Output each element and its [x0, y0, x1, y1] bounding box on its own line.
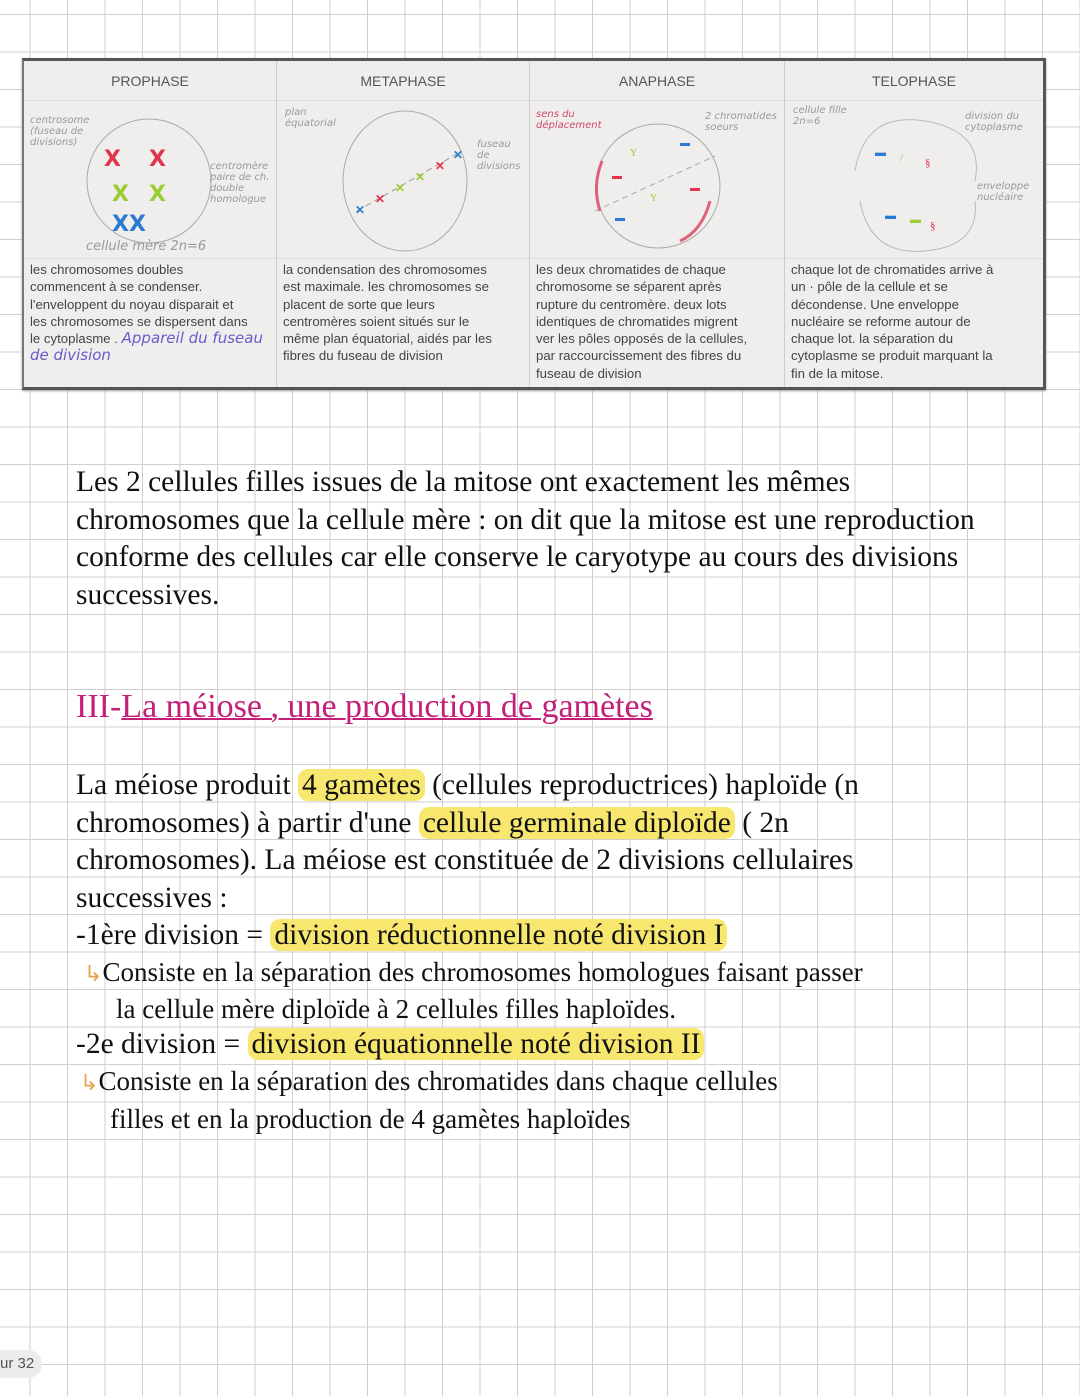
- metaphase-text: [277, 259, 530, 387]
- svg-text:✕: ✕: [435, 159, 446, 173]
- label-fuseau: fuseau de divisions: [477, 139, 521, 172]
- svg-text:X: X: [104, 147, 121, 172]
- prophase-text: [24, 259, 277, 387]
- text-line: par raccourcissement des fibres du: [536, 348, 742, 364]
- text: ( 2n: [734, 806, 789, 839]
- prophase-drawing: [24, 101, 277, 259]
- svg-text:X: X: [112, 182, 129, 207]
- telophase-text: [785, 259, 1043, 387]
- text-line: les chromosomes se dispersent dans: [30, 313, 248, 329]
- svg-text:▬: ▬: [875, 147, 886, 159]
- text-line: la condensation des chromosomes: [283, 262, 487, 277]
- text-line: chaque lot de chromatides arrive à: [791, 262, 994, 277]
- svg-text:▬: ▬: [690, 183, 700, 194]
- label-division-cytoplasme: division du cytoplasme: [965, 111, 1023, 133]
- text-line: les deux chromatides de chaque: [536, 262, 726, 277]
- text-line: est maximale. les chromosomes se: [283, 279, 489, 295]
- text: (cellules reproductrices) haploïde (n: [424, 769, 859, 801]
- text: La méiose produit: [76, 769, 299, 801]
- text-line: identiques de chromatides migrent: [536, 313, 738, 329]
- label-chromatides-soeurs: 2 chromatides soeurs: [705, 111, 777, 133]
- anaphase-text: [530, 259, 785, 387]
- text-line: un · pôle de la cellule et se: [791, 279, 948, 295]
- text-line: décondense. Une enveloppe: [791, 296, 959, 312]
- heading-number: III-: [76, 688, 122, 725]
- handwritten-note: Appareil du fuseau de division: [30, 329, 263, 365]
- text-line: cytoplasme se produit marquant la: [791, 348, 993, 364]
- text: -1ère division =: [76, 919, 271, 951]
- text: -2e division =: [76, 1027, 248, 1060]
- text-line: fibres du fuseau de division: [283, 348, 443, 364]
- svg-text:X: X: [149, 147, 166, 172]
- text-line: chromosome se séparent après: [536, 279, 722, 295]
- svg-text:✕: ✕: [375, 192, 386, 206]
- text: chromosomes). La méiose est constituée de 2 divisions cellulaires: [76, 844, 854, 876]
- text-line: fuseau de division: [536, 365, 642, 381]
- text-line: centromères soient situés sur le: [283, 313, 470, 329]
- text-line: placent de sorte que leurs: [283, 296, 435, 312]
- mitosis-table-photo: [22, 58, 1046, 390]
- mitosis-conclusion: Les 2 cellules filles issues de la mitose ont exactement les mêmes chromosomes que la cellule mère : on dit que la mitose est une reproduction conforme des cellules car elle conserve le caryotype au cours des divisions successives.: [76, 466, 975, 611]
- svg-text:▬: ▬: [680, 138, 690, 149]
- svg-text:Y: Y: [630, 148, 638, 159]
- text-line: même plan équatorial, aidés par les: [283, 331, 492, 347]
- text-line: l'enveloppent du noyau disparait et: [30, 296, 234, 312]
- text-line: nucléaire se reforme autour de: [791, 313, 971, 329]
- text-line: rupture du centromère. deux lots: [536, 296, 727, 312]
- label-plan-equatorial: plan équatorial: [285, 107, 336, 129]
- header-anaphase: ANAPHASE: [530, 61, 785, 101]
- text: Consiste en la séparation des chromatides dans chaque cellules: [98, 1066, 778, 1096]
- label-sens-deplacement: sens du déplacement: [536, 109, 602, 131]
- text-line: les chromosomes doubles: [30, 262, 184, 277]
- label-centromere: centromère paire de ch. double homologue: [210, 161, 270, 205]
- header-prophase: PROPHASE: [24, 61, 277, 101]
- svg-text:§: §: [930, 220, 936, 232]
- text: filles et en la production de 4 gamètes haploïdes: [110, 1104, 631, 1134]
- svg-text:✕: ✕: [355, 203, 366, 217]
- svg-text:X: X: [112, 212, 129, 237]
- label-cellule-fille: cellule fille 2n=6: [793, 105, 847, 127]
- return-arrow-icon: ↳: [80, 1071, 99, 1096]
- svg-text:▬: ▬: [612, 171, 622, 182]
- highlight: cellule germinale diploïde: [419, 807, 735, 839]
- text-line: commencent à se condenser.: [30, 279, 203, 295]
- section-heading: [76, 688, 653, 726]
- page-indicator: ur 32: [0, 1350, 42, 1378]
- label-cellule-mere: cellule mère 2n=6: [86, 239, 207, 254]
- text-line: fin de la mitose.: [791, 365, 884, 381]
- svg-text:X: X: [149, 182, 166, 207]
- header-metaphase: METAPHASE: [277, 61, 530, 101]
- text-line: le cytoplasme .: [30, 331, 118, 347]
- label-enveloppe-nucleaire: enveloppe nucléaire: [977, 181, 1030, 203]
- svg-text:▬: ▬: [910, 214, 921, 226]
- text: successives :: [76, 881, 228, 914]
- svg-text:✕: ✕: [453, 148, 464, 162]
- svg-text:Y: Y: [650, 193, 658, 204]
- text: chromosomes) à partir d'une: [76, 806, 419, 839]
- header-telophase: TELOPHASE: [785, 61, 1043, 101]
- svg-text:✕: ✕: [415, 170, 426, 184]
- anaphase-drawing: [530, 101, 785, 259]
- text-line: ver les pôles opposés de la cellules,: [536, 331, 748, 347]
- svg-text:✕: ✕: [395, 181, 406, 195]
- text: la cellule mère diploïde à 2 cellules filles haploïdes.: [116, 993, 677, 1024]
- svg-text:▬: ▬: [615, 213, 625, 224]
- svg-text:/: /: [900, 152, 904, 164]
- highlight: 4 gamètes: [298, 769, 425, 801]
- text-line: chaque lot. la séparation du: [791, 331, 954, 347]
- heading-title: La méiose , une production de gamètes: [121, 688, 653, 725]
- text: Consiste en la séparation des chromosomes homologues faisant passer: [102, 956, 863, 987]
- telophase-drawing: [785, 101, 1043, 259]
- meiose-paragraph: [76, 767, 1036, 1136]
- highlight: division équationnelle noté division II: [248, 1028, 705, 1060]
- metaphase-drawing: [277, 101, 530, 259]
- svg-text:§: §: [925, 157, 931, 169]
- highlight: division réductionnelle noté division I: [270, 919, 727, 951]
- svg-text:▬: ▬: [885, 210, 896, 222]
- svg-text:X: X: [129, 212, 146, 237]
- label-centrosome: centrosome (fuseau de divisions): [30, 115, 90, 148]
- return-arrow-icon: ↳: [84, 961, 103, 987]
